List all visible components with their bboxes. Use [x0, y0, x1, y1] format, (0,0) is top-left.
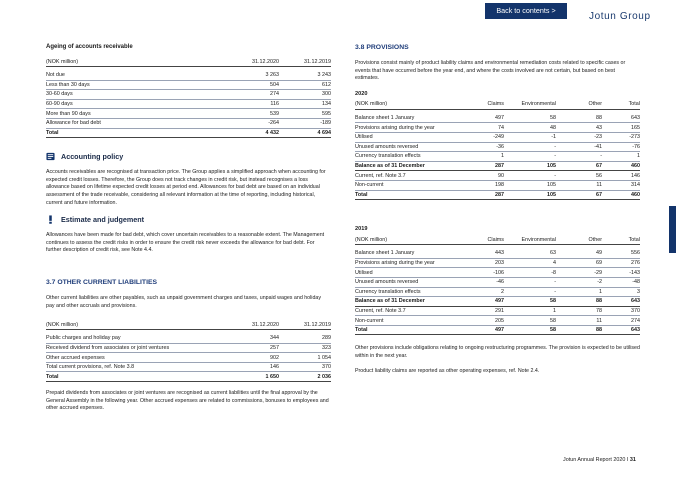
col-header: 31.12.2019	[279, 57, 331, 67]
cell-value: 1 054	[279, 353, 331, 363]
cell-value: 3	[602, 287, 640, 297]
cell-value: -41	[556, 142, 602, 152]
cell-value: 504	[219, 80, 279, 90]
row-label: Balance as of 31 December	[355, 297, 466, 307]
cell-value: -48	[602, 277, 640, 287]
estimate-heading	[46, 215, 331, 224]
cell-value: 323	[279, 343, 331, 353]
cell-value: 314	[602, 180, 640, 190]
cell-value: 58	[504, 325, 556, 335]
col-header: 31.12.2020	[219, 320, 279, 330]
table-row	[355, 180, 640, 190]
table-row	[355, 123, 640, 133]
table-row	[355, 306, 640, 316]
cell-value: 134	[279, 99, 331, 109]
cell-value: 105	[504, 180, 556, 190]
cell-value: 2 036	[279, 372, 331, 382]
row-label: Less than 30 days	[46, 80, 219, 90]
cell-value: 105	[504, 190, 556, 200]
cell-value: 3 243	[279, 71, 331, 80]
cell-value: 165	[602, 123, 640, 133]
cell-value: -1	[504, 132, 556, 142]
cell-value: -2	[556, 277, 602, 287]
cell-value: 67	[556, 190, 602, 200]
cell-value: -	[504, 171, 556, 181]
provisions-note-2: Product liability claims are reported as other operating expenses, ref. Note 2.4.	[355, 367, 540, 374]
cell-value: 370	[279, 362, 331, 372]
cell-value: 556	[602, 249, 640, 258]
footer-report: Jotun Annual Report 2020	[563, 457, 626, 463]
estimate-text: Allowances have been made for bad debt, which cover uncertain receivables to a reasonable extent. The Management continues to assess the credit risks in order to ensure the credit risk never exceeds the allowance for bad debt. For further description of credit risk, see Note 4.4.	[46, 232, 325, 254]
cell-value: 612	[279, 80, 331, 90]
back-to-contents-button[interactable]: Back to contents >	[485, 3, 567, 19]
cell-value: -	[504, 287, 556, 297]
cell-value: -76	[602, 142, 640, 152]
row-label: Total	[355, 190, 466, 200]
row-label: Utilised	[355, 132, 466, 142]
row-label: More than 90 days	[46, 109, 219, 119]
policy-text: Accounts receivables are recognised at transaction price. The Group applies a simplified approach when accounting for expected credit losses. Therefore, the Group does not track changes in credit risk, but instead recognises a loss allowance based on lifetime expected credit losses at period end. Allowances for bad debt are based on an individual assessment of the trade receivable, considering all relevant information at the time of reporting, including historical, current and future information.	[46, 169, 326, 206]
accounting-policy-heading	[46, 152, 331, 161]
row-label: 60-90 days	[46, 99, 219, 109]
table-row	[355, 171, 640, 181]
cell-value: 3 263	[219, 71, 279, 80]
table-row	[355, 268, 640, 278]
col-header: (NOK million)	[46, 320, 219, 330]
ageing-title: Ageing of accounts receivable	[46, 44, 133, 50]
ageing-table	[46, 57, 331, 138]
policy-title: Accounting policy	[61, 152, 124, 162]
cell-value: -249	[466, 132, 504, 142]
cell-value: -29	[556, 268, 602, 278]
cell-value: 4 694	[279, 128, 331, 138]
col-header: (NOK million)	[355, 100, 466, 110]
cell-value: 289	[279, 334, 331, 343]
row-label: Total current provisions, ref. Note 3.8	[46, 362, 219, 372]
left-column	[46, 44, 331, 420]
row-label: Allowance for bad debt	[46, 118, 219, 128]
cell-value: 539	[219, 109, 279, 119]
cell-value: 56	[556, 171, 602, 181]
cell-value: 595	[279, 109, 331, 119]
cell-value: 43	[556, 123, 602, 133]
cell-value: 198	[466, 180, 504, 190]
cell-value: 344	[219, 334, 279, 343]
cell-value: 88	[556, 114, 602, 123]
cell-value: 1 650	[219, 372, 279, 382]
estimate-title: Estimate and judgement	[61, 215, 145, 225]
row-label: Public charges and holiday pay	[46, 334, 219, 343]
table-row	[46, 90, 331, 100]
cell-value: 88	[556, 325, 602, 335]
provisions-2020-table	[355, 100, 640, 200]
table-row	[46, 99, 331, 109]
year-2020-heading: 2020	[355, 90, 368, 97]
table-row	[355, 142, 640, 152]
cell-value: 116	[219, 99, 279, 109]
table-row	[46, 362, 331, 372]
cell-value: 291	[466, 306, 504, 316]
row-label: Provisions arising during the year	[355, 123, 466, 133]
cell-value: 90	[466, 171, 504, 181]
total-row	[355, 190, 640, 200]
cell-value: 78	[556, 306, 602, 316]
row-label: Provisions arising during the year	[355, 258, 466, 268]
row-label: Total	[355, 325, 466, 335]
cell-value: -46	[466, 277, 504, 287]
cell-value: -	[504, 277, 556, 287]
cell-value: 58	[504, 316, 556, 326]
cell-value: 460	[602, 161, 640, 171]
col-header: Other	[556, 100, 602, 110]
cell-value: 4	[504, 258, 556, 268]
row-label: Other accrued expenses	[46, 353, 219, 363]
col-header: 31.12.2019	[279, 320, 331, 330]
cell-value: 300	[279, 90, 331, 100]
col-header: Total	[602, 100, 640, 110]
book-icon	[46, 152, 55, 161]
row-label: Non-current	[355, 316, 466, 326]
row-label: Currency translation effects	[355, 287, 466, 297]
provisions-note-1: Other provisions include obligations relating to ongoing restructuring programmes. The provision is expected to be utilised within in the next year.	[355, 345, 640, 360]
row-label: Current, ref. Note 3.7	[355, 171, 466, 181]
cell-value: 902	[219, 353, 279, 363]
cell-value: -	[504, 152, 556, 162]
col-header: Environmental	[504, 235, 556, 245]
row-label: Not due	[46, 71, 219, 80]
page-number: 31	[629, 457, 636, 463]
cell-value: 460	[602, 190, 640, 200]
page-footer	[563, 457, 636, 463]
cell-value: 257	[219, 343, 279, 353]
row-label: Balance as of 31 December	[355, 161, 466, 171]
cell-value: 274	[219, 90, 279, 100]
table-row	[355, 258, 640, 268]
cell-value: 643	[602, 297, 640, 307]
year-2019-heading: 2019	[355, 226, 368, 233]
cell-value: 276	[602, 258, 640, 268]
table-row	[46, 334, 331, 343]
table-row	[46, 71, 331, 80]
cell-value: -36	[466, 142, 504, 152]
cell-value: -	[504, 142, 556, 152]
cell-value: 274	[602, 316, 640, 326]
col-header: Other	[556, 235, 602, 245]
cell-value: 67	[556, 161, 602, 171]
table-row	[355, 114, 640, 123]
cell-value: -	[556, 152, 602, 162]
total-row	[355, 297, 640, 307]
cell-value: 1	[602, 152, 640, 162]
exclamation-icon	[46, 215, 55, 224]
table-row	[46, 80, 331, 90]
cell-value: 48	[504, 123, 556, 133]
cell-value: 58	[504, 114, 556, 123]
cell-value: 370	[602, 306, 640, 316]
cell-value: 49	[556, 249, 602, 258]
provisions-intro: Provisions consist mainly of product liability claims and environmental remediation costs related to specific cases or events that have occurred before the year end, and where the costs involved are not certain, but based on best estimates.	[355, 60, 626, 82]
cell-value: 146	[219, 362, 279, 372]
cell-value: 287	[466, 161, 504, 171]
row-label: Balance sheet 1 January	[355, 114, 466, 123]
table-row	[46, 109, 331, 119]
row-label: Current, ref. Note 3.7	[355, 306, 466, 316]
total-row	[355, 161, 640, 171]
cell-value: 4 432	[219, 128, 279, 138]
cell-value: 2	[466, 287, 504, 297]
cell-value: 643	[602, 325, 640, 335]
row-label: Utilised	[355, 268, 466, 278]
cell-value: 63	[504, 249, 556, 258]
liabilities-intro: Other current liabilities are other payables, such as unpaid government charges and taxes, unpaid wages and holiday pay and other accruals and provisions.	[46, 294, 322, 309]
cell-value: 443	[466, 249, 504, 258]
cell-value: 205	[466, 316, 504, 326]
cell-value: -264	[219, 118, 279, 128]
table-row	[46, 118, 331, 128]
table-row	[355, 132, 640, 142]
row-label: Currency translation effects	[355, 152, 466, 162]
row-label: Total	[46, 372, 219, 382]
row-label: Unused amounts reversed	[355, 277, 466, 287]
cell-value: 203	[466, 258, 504, 268]
table-row	[46, 353, 331, 363]
cell-value: 11	[556, 180, 602, 190]
cell-value: 105	[504, 161, 556, 171]
cell-value: 1	[504, 306, 556, 316]
table-row	[355, 249, 640, 258]
cell-value: 1	[466, 152, 504, 162]
row-label: 30-60 days	[46, 90, 219, 100]
cell-value: -8	[504, 268, 556, 278]
cell-value: 69	[556, 258, 602, 268]
cell-value: 643	[602, 114, 640, 123]
cell-value: 11	[556, 316, 602, 326]
table-row	[46, 343, 331, 353]
cell-value: -23	[556, 132, 602, 142]
table-row	[355, 152, 640, 162]
cell-value: -143	[602, 268, 640, 278]
row-label: Non-current	[355, 180, 466, 190]
cell-value: 58	[504, 297, 556, 307]
side-tab-marker	[669, 206, 676, 253]
cell-value: 497	[466, 297, 504, 307]
table-row	[355, 316, 640, 326]
col-header: Total	[602, 235, 640, 245]
col-header: Claims	[466, 100, 504, 110]
cell-value: 88	[556, 297, 602, 307]
cell-value: 74	[466, 123, 504, 133]
cell-value: 287	[466, 190, 504, 200]
cell-value: 146	[602, 171, 640, 181]
total-row	[46, 372, 331, 382]
liabilities-heading: 3.7 OTHER CURRENT LIABILITIES	[46, 278, 158, 286]
total-row	[355, 325, 640, 335]
cell-value: 497	[466, 114, 504, 123]
row-label: Balance sheet 1 January	[355, 249, 466, 258]
col-header: (NOK million)	[355, 235, 466, 245]
total-row	[46, 128, 331, 138]
col-header: Environmental	[504, 100, 556, 110]
cell-value: -189	[279, 118, 331, 128]
cell-value: -273	[602, 132, 640, 142]
table-row	[355, 277, 640, 287]
row-label: Total	[46, 128, 219, 138]
row-label: Unused amounts reversed	[355, 142, 466, 152]
cell-value: 497	[466, 325, 504, 335]
cell-value: 1	[556, 287, 602, 297]
cell-value: -106	[466, 268, 504, 278]
col-header: 31.12.2020	[219, 57, 279, 67]
provisions-heading: 3.8 PROVISIONS	[355, 44, 409, 51]
brand-logo: Jotun Group	[589, 11, 651, 22]
col-header: (NOK million)	[46, 57, 219, 67]
col-header: Claims	[466, 235, 504, 245]
liabilities-table	[46, 320, 331, 382]
provisions-2019-table	[355, 235, 640, 335]
right-column	[355, 44, 640, 382]
table-row	[355, 287, 640, 297]
liabilities-note: Prepaid dividends from associates or joint ventures are recognised as current liabilities until the final approval by the General Assembly in the following year. Other accrued expenses are related to commissions, bonuses to employees and other accrued expenses.	[46, 390, 329, 412]
footer-separator: I	[626, 457, 629, 463]
row-label: Received dividend from associates or joint ventures	[46, 343, 219, 353]
